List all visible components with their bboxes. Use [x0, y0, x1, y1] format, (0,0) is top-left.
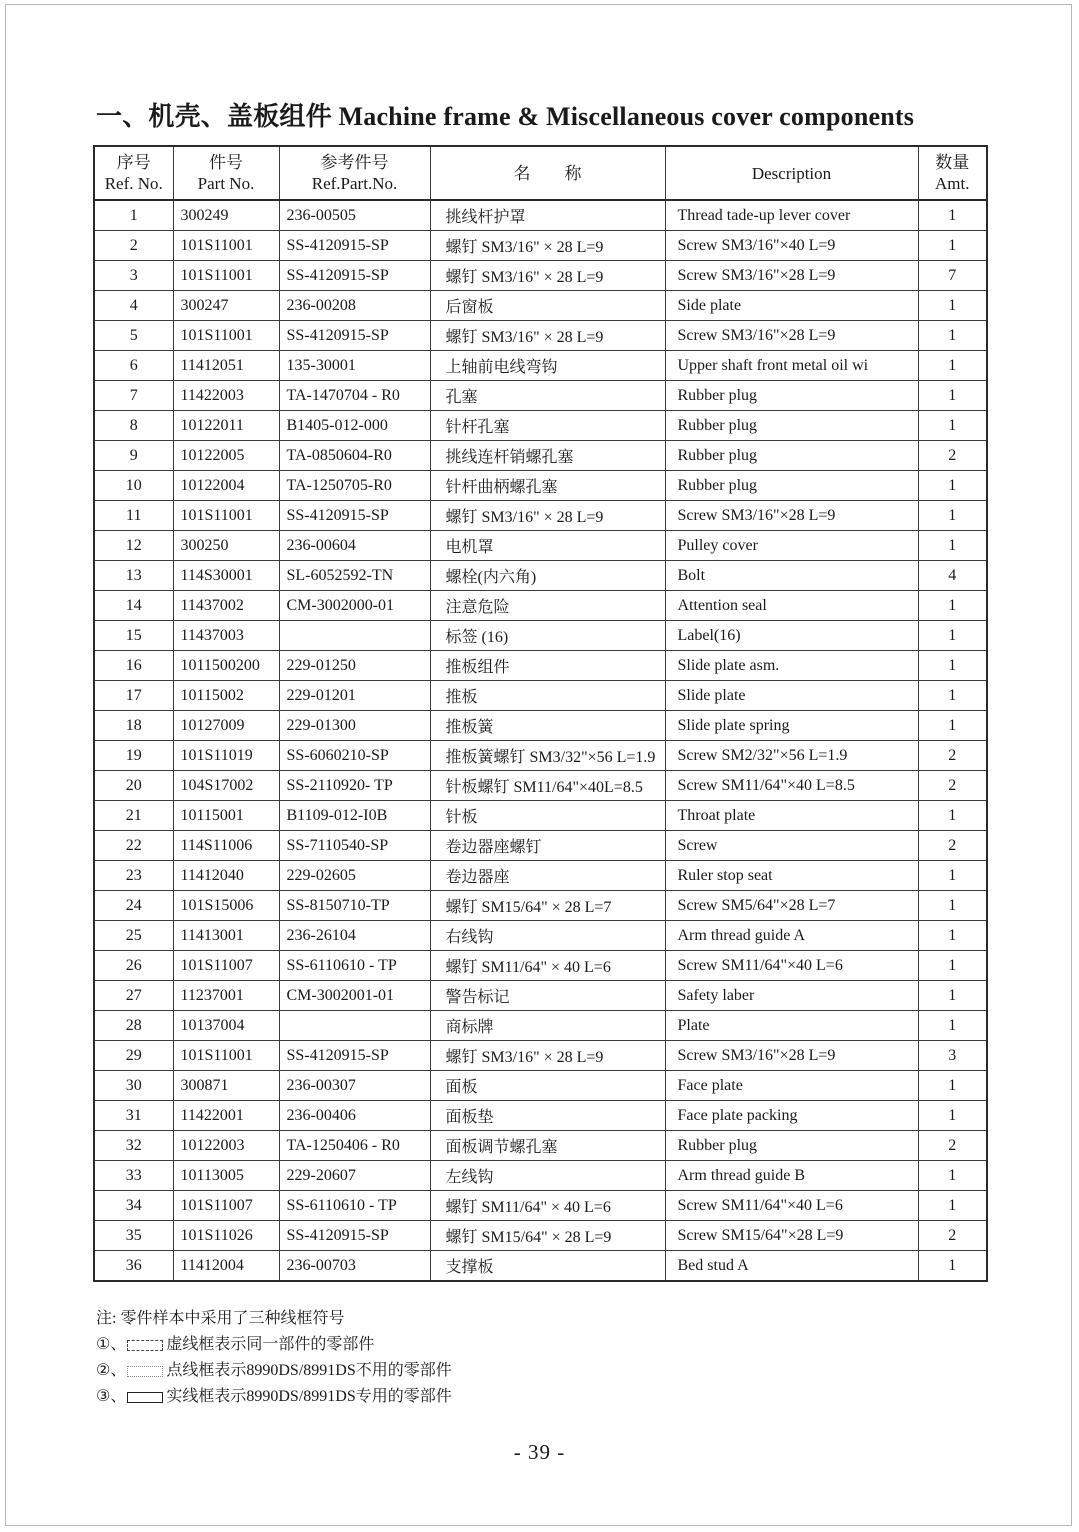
cell-description: Safety laber: [665, 981, 918, 1011]
cell-part-no: 11437003: [173, 621, 279, 651]
cell-name: 针杆曲柄螺孔塞: [430, 471, 665, 501]
cell-name: 推板: [430, 681, 665, 711]
cell-part-no: 101S15006: [173, 891, 279, 921]
cell-amount: 1: [918, 200, 987, 231]
cell-name: 面板垫: [430, 1101, 665, 1131]
cell-ref-part-no: SS-6110610 - TP: [279, 1191, 430, 1221]
cell-ref-no: 9: [94, 441, 173, 471]
cell-ref-no: 21: [94, 801, 173, 831]
cell-part-no: 10122005: [173, 441, 279, 471]
table-header-row: [94, 146, 987, 200]
table-row: [94, 981, 987, 1011]
header-ref-en: Ref. No.: [104, 174, 163, 193]
cell-ref-no: 3: [94, 261, 173, 291]
cell-ref-part-no: 229-02605: [279, 861, 430, 891]
table-row: [94, 321, 987, 351]
cell-part-no: 104S17002: [173, 771, 279, 801]
cell-amount: 1: [918, 651, 987, 681]
cell-description: Face plate: [665, 1071, 918, 1101]
cell-ref-no: 24: [94, 891, 173, 921]
cell-ref-no: 28: [94, 1011, 173, 1041]
table-row: [94, 1041, 987, 1071]
cell-name: 螺钉 SM3/16" × 28 L=9: [430, 1041, 665, 1071]
cell-ref-no: 25: [94, 921, 173, 951]
cell-ref-part-no: SS-4120915-SP: [279, 1041, 430, 1071]
cell-name: 螺钉 SM11/64" × 40 L=6: [430, 951, 665, 981]
cell-description: Screw SM11/64"×40 L=6: [665, 951, 918, 981]
cell-amount: 2: [918, 831, 987, 861]
cell-name: 面板: [430, 1071, 665, 1101]
cell-ref-no: 27: [94, 981, 173, 1011]
cell-amount: 1: [918, 291, 987, 321]
cell-name: 推板簧螺钉 SM3/32"×56 L=1.9: [430, 741, 665, 771]
cell-ref-no: 11: [94, 501, 173, 531]
cell-part-no: 101S11026: [173, 1221, 279, 1251]
cell-description: Slide plate: [665, 681, 918, 711]
cell-ref-no: 4: [94, 291, 173, 321]
cell-name: 面板调节螺孔塞: [430, 1131, 665, 1161]
header-part-en: Part No.: [197, 174, 255, 193]
cell-description: Rubber plug: [665, 381, 918, 411]
table-row: [94, 1101, 987, 1131]
cell-part-no: 10115002: [173, 681, 279, 711]
note-1-prefix: ①、: [96, 1336, 127, 1353]
cell-part-no: 10127009: [173, 711, 279, 741]
cell-part-no: 11437002: [173, 591, 279, 621]
cell-ref-part-no: B1109-012-I0B: [279, 801, 430, 831]
cell-description: Side plate: [665, 291, 918, 321]
cell-ref-no: 8: [94, 411, 173, 441]
cell-description: Screw SM11/64"×40 L=6: [665, 1191, 918, 1221]
cell-ref-part-no: SL-6052592-TN: [279, 561, 430, 591]
cell-ref-part-no: 236-00307: [279, 1071, 430, 1101]
cell-part-no: 11237001: [173, 981, 279, 1011]
table-row: [94, 711, 987, 741]
cell-ref-part-no: 236-00208: [279, 291, 430, 321]
cell-ref-part-no: TA-1250406 - R0: [279, 1131, 430, 1161]
cell-name: 螺钉 SM3/16" × 28 L=9: [430, 261, 665, 291]
cell-amount: 2: [918, 771, 987, 801]
cell-name: 挑线杆护罩: [430, 200, 665, 231]
table-row: [94, 1221, 987, 1251]
cell-amount: 1: [918, 351, 987, 381]
cell-name: 右线钩: [430, 921, 665, 951]
cell-name: 推板簧: [430, 711, 665, 741]
table-row: [94, 441, 987, 471]
table-row: [94, 801, 987, 831]
table-row: [94, 381, 987, 411]
header-amt-en: Amt.: [935, 174, 970, 193]
cell-amount: 1: [918, 1161, 987, 1191]
cell-name: 螺钉 SM3/16" × 28 L=9: [430, 231, 665, 261]
dotted-box-icon: [127, 1366, 163, 1377]
note-2-prefix: ②、: [96, 1362, 127, 1379]
table-row: [94, 1161, 987, 1191]
cell-ref-no: 19: [94, 741, 173, 771]
cell-description: Screw SM3/16"×40 L=9: [665, 231, 918, 261]
cell-ref-no: 29: [94, 1041, 173, 1071]
cell-name: 螺钉 SM3/16" × 28 L=9: [430, 321, 665, 351]
cell-amount: 7: [918, 261, 987, 291]
dashed-box-icon: [127, 1340, 163, 1351]
notes-block: [96, 1306, 452, 1410]
cell-ref-part-no: SS-8150710-TP: [279, 891, 430, 921]
page-title: 一、机壳、盖板组件 Machine frame & Miscellaneous cover components: [96, 102, 915, 131]
cell-part-no: 101S11001: [173, 1041, 279, 1071]
note-3-prefix: ③、: [96, 1388, 127, 1405]
cell-name: 螺钉 SM3/16" × 28 L=9: [430, 501, 665, 531]
table-row: [94, 411, 987, 441]
cell-amount: 1: [918, 951, 987, 981]
table-row: [94, 501, 987, 531]
cell-amount: 1: [918, 921, 987, 951]
cell-description: Rubber plug: [665, 411, 918, 441]
cell-description: Screw: [665, 831, 918, 861]
cell-part-no: 10122003: [173, 1131, 279, 1161]
header-name-cn: 名 称: [513, 163, 582, 183]
cell-amount: 1: [918, 1011, 987, 1041]
cell-ref-part-no: 236-00703: [279, 1251, 430, 1282]
header-ref-part-no: [279, 146, 430, 200]
cell-ref-part-no: TA-0850604-R0: [279, 441, 430, 471]
table-row: [94, 1131, 987, 1161]
cell-part-no: 11412040: [173, 861, 279, 891]
cell-amount: 2: [918, 1131, 987, 1161]
table-row: [94, 861, 987, 891]
cell-name: 支撑板: [430, 1251, 665, 1282]
header-amount: [918, 146, 987, 200]
cell-ref-no: 30: [94, 1071, 173, 1101]
table-row: [94, 1251, 987, 1282]
cell-part-no: 101S11001: [173, 501, 279, 531]
cell-name: 螺钉 SM11/64" × 40 L=6: [430, 1191, 665, 1221]
cell-ref-no: 5: [94, 321, 173, 351]
cell-ref-part-no: B1405-012-000: [279, 411, 430, 441]
cell-name: 卷边器座: [430, 861, 665, 891]
cell-part-no: 10113005: [173, 1161, 279, 1191]
cell-ref-no: 32: [94, 1131, 173, 1161]
cell-description: Pulley cover: [665, 531, 918, 561]
cell-part-no: 10122011: [173, 411, 279, 441]
table-row: [94, 231, 987, 261]
cell-ref-part-no: TA-1470704 - R0: [279, 381, 430, 411]
cell-description: Screw SM5/64"×28 L=7: [665, 891, 918, 921]
cell-description: Face plate packing: [665, 1101, 918, 1131]
cell-amount: 1: [918, 621, 987, 651]
table-row: [94, 771, 987, 801]
cell-ref-part-no: 236-00406: [279, 1101, 430, 1131]
note-2: [96, 1358, 452, 1384]
cell-ref-part-no: TA-1250705-R0: [279, 471, 430, 501]
cell-part-no: 10115001: [173, 801, 279, 831]
table-row: [94, 1191, 987, 1221]
table-row: [94, 261, 987, 291]
cell-amount: 1: [918, 891, 987, 921]
header-ref-no: [94, 146, 173, 200]
cell-ref-part-no: SS-4120915-SP: [279, 321, 430, 351]
cell-ref-part-no: 229-01201: [279, 681, 430, 711]
cell-description: Rubber plug: [665, 441, 918, 471]
cell-amount: 1: [918, 1191, 987, 1221]
cell-description: Ruler stop seat: [665, 861, 918, 891]
table-row: [94, 621, 987, 651]
cell-ref-part-no: 236-26104: [279, 921, 430, 951]
cell-name: 卷边器座螺钉: [430, 831, 665, 861]
cell-amount: 2: [918, 1221, 987, 1251]
cell-ref-no: 15: [94, 621, 173, 651]
cell-part-no: 101S11019: [173, 741, 279, 771]
cell-name: 后窗板: [430, 291, 665, 321]
cell-ref-no: 34: [94, 1191, 173, 1221]
header-refpart-en: Ref.Part.No.: [311, 174, 398, 193]
cell-name: 针杆孔塞: [430, 411, 665, 441]
header-name: [430, 146, 665, 200]
table-row: [94, 561, 987, 591]
cell-name: 螺钉 SM15/64" × 28 L=7: [430, 891, 665, 921]
cell-name: 螺栓(内六角): [430, 561, 665, 591]
cell-part-no: 10137004: [173, 1011, 279, 1041]
cell-name: 螺钉 SM15/64" × 28 L=9: [430, 1221, 665, 1251]
cell-description: Slide plate asm.: [665, 651, 918, 681]
cell-amount: 1: [918, 531, 987, 561]
cell-amount: 1: [918, 591, 987, 621]
cell-name: 商标牌: [430, 1011, 665, 1041]
cell-amount: 1: [918, 801, 987, 831]
cell-ref-no: 35: [94, 1221, 173, 1251]
cell-part-no: 101S11007: [173, 1191, 279, 1221]
cell-part-no: 11412004: [173, 1251, 279, 1282]
cell-amount: 4: [918, 561, 987, 591]
cell-amount: 1: [918, 681, 987, 711]
page-number: - 39 -: [513, 1440, 566, 1464]
cell-amount: 1: [918, 1251, 987, 1282]
cell-part-no: 300871: [173, 1071, 279, 1101]
cell-name: 警告标记: [430, 981, 665, 1011]
cell-amount: 1: [918, 321, 987, 351]
table-row: [94, 531, 987, 561]
cell-part-no: 300249: [173, 200, 279, 231]
table-row: [94, 200, 987, 231]
cell-ref-no: 1: [94, 200, 173, 231]
cell-amount: 1: [918, 861, 987, 891]
cell-ref-no: 23: [94, 861, 173, 891]
cell-description: Screw SM3/16"×28 L=9: [665, 1041, 918, 1071]
cell-amount: 2: [918, 741, 987, 771]
table-row: [94, 891, 987, 921]
header-part-no: [173, 146, 279, 200]
cell-name: 针板: [430, 801, 665, 831]
cell-description: Screw SM3/16"×28 L=9: [665, 321, 918, 351]
cell-amount: 1: [918, 411, 987, 441]
cell-ref-no: 17: [94, 681, 173, 711]
cell-part-no: 11412051: [173, 351, 279, 381]
cell-amount: 1: [918, 711, 987, 741]
cell-ref-part-no: SS-4120915-SP: [279, 501, 430, 531]
cell-ref-no: 7: [94, 381, 173, 411]
note-3-text: 实线框表示8990DS/8991DS专用的零部件: [166, 1388, 452, 1405]
cell-amount: 1: [918, 231, 987, 261]
cell-ref-no: 13: [94, 561, 173, 591]
cell-ref-part-no: CM-3002000-01: [279, 591, 430, 621]
cell-description: Slide plate spring: [665, 711, 918, 741]
cell-amount: 1: [918, 381, 987, 411]
cell-part-no: 101S11001: [173, 321, 279, 351]
cell-ref-no: 22: [94, 831, 173, 861]
cell-ref-part-no: 135-30001: [279, 351, 430, 381]
cell-amount: 1: [918, 1071, 987, 1101]
cell-ref-part-no: 236-00505: [279, 200, 430, 231]
cell-ref-part-no: SS-4120915-SP: [279, 261, 430, 291]
cell-ref-no: 10: [94, 471, 173, 501]
cell-part-no: 1011500200: [173, 651, 279, 681]
cell-part-no: 11422001: [173, 1101, 279, 1131]
parts-table-body: [94, 200, 987, 1281]
table-row: [94, 1071, 987, 1101]
cell-ref-no: 26: [94, 951, 173, 981]
cell-ref-no: 31: [94, 1101, 173, 1131]
solid-box-icon: [127, 1392, 163, 1403]
table-row: [94, 831, 987, 861]
cell-ref-part-no: SS-7110540-SP: [279, 831, 430, 861]
cell-description: Screw SM11/64"×40 L=8.5: [665, 771, 918, 801]
cell-ref-part-no: 229-01250: [279, 651, 430, 681]
cell-description: Bed stud A: [665, 1251, 918, 1282]
cell-name: 孔塞: [430, 381, 665, 411]
cell-part-no: 10122004: [173, 471, 279, 501]
table-row: [94, 951, 987, 981]
cell-ref-no: 33: [94, 1161, 173, 1191]
cell-description: Screw SM15/64"×28 L=9: [665, 1221, 918, 1251]
cell-name: 注意危险: [430, 591, 665, 621]
cell-amount: 1: [918, 981, 987, 1011]
header-amt-cn: 数量: [935, 153, 970, 172]
note-1: [96, 1332, 452, 1358]
cell-ref-part-no: CM-3002001-01: [279, 981, 430, 1011]
cell-description: Rubber plug: [665, 1131, 918, 1161]
cell-ref-part-no: SS-4120915-SP: [279, 1221, 430, 1251]
header-refpart-cn: 参考件号: [320, 153, 389, 172]
cell-amount: 3: [918, 1041, 987, 1071]
cell-description: Attention seal: [665, 591, 918, 621]
cell-description: Screw SM3/16"×28 L=9: [665, 501, 918, 531]
notes-intro: 注: 零件样本中采用了三种线框符号: [96, 1310, 345, 1327]
cell-name: 标签 (16): [430, 621, 665, 651]
cell-description: Arm thread guide B: [665, 1161, 918, 1191]
cell-part-no: 101S11001: [173, 231, 279, 261]
cell-description: Plate: [665, 1011, 918, 1041]
cell-part-no: 114S30001: [173, 561, 279, 591]
cell-ref-part-no: SS-6110610 - TP: [279, 951, 430, 981]
cell-ref-no: 6: [94, 351, 173, 381]
table-row: [94, 1011, 987, 1041]
cell-ref-no: 18: [94, 711, 173, 741]
cell-ref-part-no: SS-6060210-SP: [279, 741, 430, 771]
parts-table: [93, 145, 988, 1282]
cell-name: 挑线连杆销螺孔塞: [430, 441, 665, 471]
cell-description: Rubber plug: [665, 471, 918, 501]
table-row: [94, 291, 987, 321]
header-description: [665, 146, 918, 200]
header-desc-en: Description: [751, 163, 832, 183]
cell-part-no: 300250: [173, 531, 279, 561]
cell-part-no: 11413001: [173, 921, 279, 951]
cell-ref-no: 12: [94, 531, 173, 561]
cell-name: 针板螺钉 SM11/64"×40L=8.5: [430, 771, 665, 801]
cell-description: Throat plate: [665, 801, 918, 831]
cell-ref-no: 14: [94, 591, 173, 621]
cell-ref-part-no: 229-01300: [279, 711, 430, 741]
cell-name: 电机罩: [430, 531, 665, 561]
table-row: [94, 351, 987, 381]
header-ref-cn: 序号: [116, 153, 151, 172]
cell-ref-no: 16: [94, 651, 173, 681]
cell-part-no: 11422003: [173, 381, 279, 411]
cell-part-no: 101S11001: [173, 261, 279, 291]
cell-ref-part-no: [279, 1011, 430, 1041]
cell-description: Thread tade-up lever cover: [665, 200, 918, 231]
cell-amount: 2: [918, 441, 987, 471]
cell-amount: 1: [918, 1101, 987, 1131]
table-row: [94, 471, 987, 501]
cell-amount: 1: [918, 501, 987, 531]
cell-ref-part-no: SS-4120915-SP: [279, 231, 430, 261]
cell-ref-no: 36: [94, 1251, 173, 1282]
table-row: [94, 651, 987, 681]
cell-ref-part-no: 229-20607: [279, 1161, 430, 1191]
header-part-cn: 件号: [209, 153, 243, 172]
cell-description: Arm thread guide A: [665, 921, 918, 951]
table-row: [94, 591, 987, 621]
cell-ref-part-no: 236-00604: [279, 531, 430, 561]
cell-name: 上轴前电线弯钩: [430, 351, 665, 381]
cell-part-no: 114S11006: [173, 831, 279, 861]
cell-description: Upper shaft front metal oil wi: [665, 351, 918, 381]
note-1-text: 虚线框表示同一部件的零部件: [166, 1336, 375, 1353]
cell-description: Bolt: [665, 561, 918, 591]
cell-amount: 1: [918, 471, 987, 501]
note-2-text: 点线框表示8990DS/8991DS不用的零部件: [166, 1362, 452, 1379]
note-3: [96, 1384, 452, 1410]
cell-ref-no: 20: [94, 771, 173, 801]
cell-description: Screw SM3/16"×28 L=9: [665, 261, 918, 291]
cell-description: Screw SM2/32"×56 L=1.9: [665, 741, 918, 771]
table-row: [94, 741, 987, 771]
cell-part-no: 101S11007: [173, 951, 279, 981]
cell-description: Label(16): [665, 621, 918, 651]
cell-name: 左线钩: [430, 1161, 665, 1191]
cell-part-no: 300247: [173, 291, 279, 321]
cell-ref-part-no: [279, 621, 430, 651]
cell-name: 推板组件: [430, 651, 665, 681]
cell-ref-part-no: SS-2110920- TP: [279, 771, 430, 801]
cell-ref-no: 2: [94, 231, 173, 261]
table-row: [94, 921, 987, 951]
table-row: [94, 681, 987, 711]
